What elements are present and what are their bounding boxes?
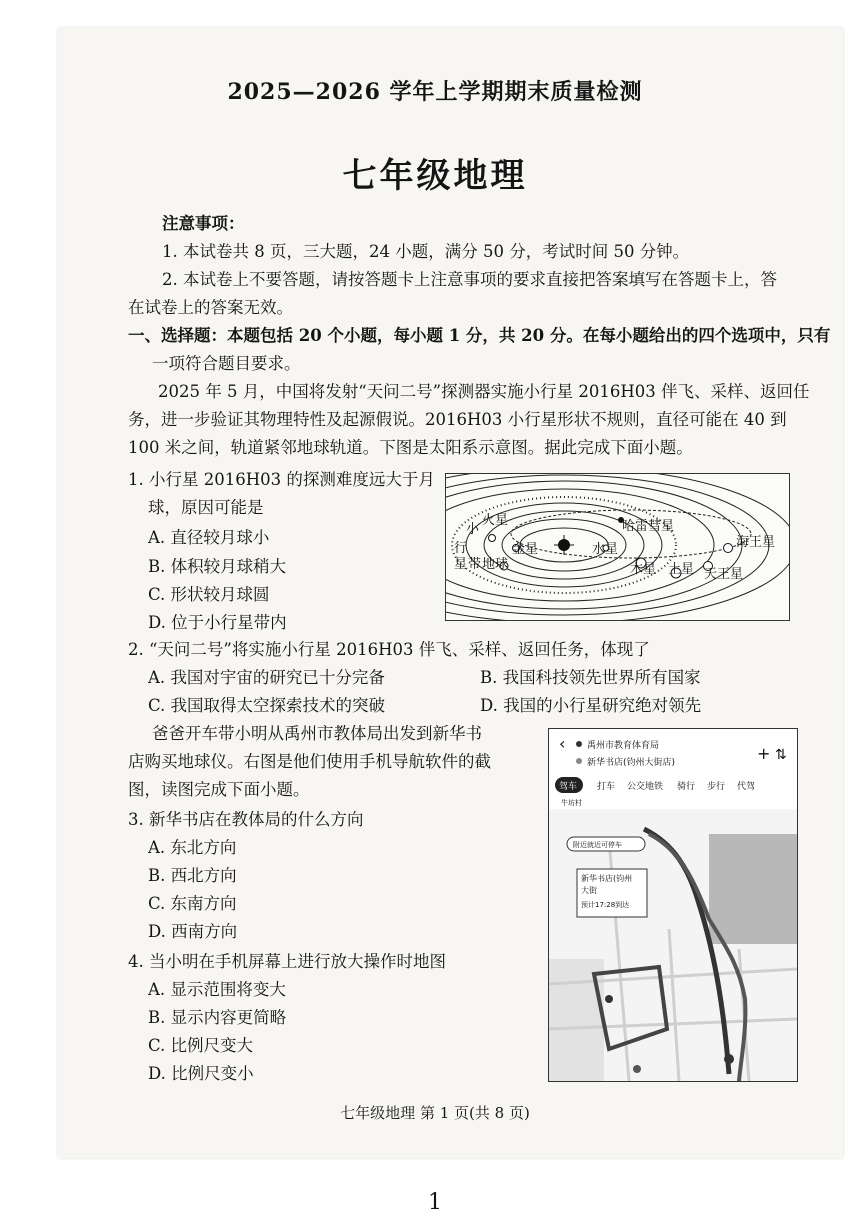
label-earth: 地球 (482, 557, 509, 572)
orbit-halley (511, 510, 751, 558)
passage2-line1: 爸爸开车带小明从禹州市教体局出发到新华书 (152, 724, 482, 743)
notice-heading: 注意事项： (162, 214, 245, 233)
q4-option-d: D. 比例尺变小 (148, 1064, 254, 1083)
navigation-map (549, 729, 797, 1081)
mode-taxi[interactable]: 打车 (597, 782, 616, 792)
page-number: 1 (428, 1190, 442, 1215)
mode-chauffeur[interactable]: 代驾 (737, 782, 756, 792)
mars-icon (489, 535, 496, 542)
section1-line2: 一项符合题目要求。 (152, 354, 301, 373)
passage2-line3: 图，读图完成下面小题。 (128, 780, 310, 799)
parking-label: 附近就近可停车 (573, 841, 622, 849)
q1-stem-line2: 球，原因可能是 (148, 498, 264, 517)
q1-option-a: A. 直径较月球小 (148, 528, 270, 547)
notice-item-1: 1. 本试卷共 8 页，三大题，24 小题，满分 50 分，考试时间 50 分钟。 (162, 242, 690, 261)
passage1-line2: 务，进一步验证其物理特性及起源假说。2016H03 小行星形状不规则，直径可能在 40 到 (128, 410, 787, 429)
mode-transit[interactable]: 公交地铁 (627, 782, 664, 792)
eta-label: 预计17:28到达 (581, 901, 630, 909)
q2-option-d: D. 我国的小行星研究绝对领先 (480, 696, 702, 715)
q2-option-a: A. 我国对宇宙的研究已十分完备 (148, 668, 385, 687)
notice-item-2-line1: 2. 本试卷上不要答题，请按答题卡上注意事项的要求直接把答案填写在答题卡上，答 (162, 270, 777, 289)
swap-icon[interactable]: ⇅ (775, 747, 787, 763)
poi-title-2: 大街 (581, 886, 597, 895)
q1-option-c: C. 形状较月球圆 (148, 585, 270, 604)
poi-title: 新华书店(钧州 (581, 874, 633, 883)
solar-system-diagram (446, 474, 789, 620)
poi-marker-2 (633, 1065, 641, 1073)
destination-dot-icon (576, 758, 582, 764)
q4-stem: 4. 当小明在手机屏幕上进行放大操作时地图 (128, 952, 446, 971)
notice-item-2-line2: 在试卷上的答案无效。 (128, 298, 293, 317)
back-icon[interactable]: ‹ (559, 734, 566, 753)
orbit-jupiter (446, 489, 714, 601)
q4-option-b: B. 显示内容更简略 (148, 1008, 287, 1027)
solar-system-figure (445, 473, 790, 621)
mode-walk[interactable]: 步行 (707, 782, 726, 792)
mode-drive[interactable]: 驾车 (559, 782, 578, 792)
passage2-line2: 店购买地球仪。右图是他们使用手机导航软件的截 (128, 752, 491, 771)
origin-field[interactable]: 禹州市教育体育局 (587, 741, 660, 751)
q3-option-a: A. 东北方向 (148, 838, 237, 857)
add-waypoint-icon[interactable]: + (757, 744, 771, 763)
label-xiao: 小 (466, 522, 480, 537)
q1-stem-line1: 1. 小行星 2016H03 的探测难度远大于月 (128, 470, 435, 489)
label-xing: 行 (454, 541, 468, 556)
q3-option-d: D. 西南方向 (148, 922, 238, 941)
q3-option-c: C. 东南方向 (148, 894, 237, 913)
q4-option-c: C. 比例尺变大 (148, 1036, 254, 1055)
label-neptune: 海王星 (736, 535, 776, 550)
q4-option-a: A. 显示范围将变大 (148, 980, 286, 999)
subject-title: 七年级地理 (342, 156, 528, 196)
poi-marker-1 (605, 995, 613, 1003)
exam-title: 2025—2026 学年上学期期末质量检测 (227, 79, 643, 105)
q2-stem: 2. “天问二号”将实施小行星 2016H03 伴飞、采样、返回任务，体现了 (128, 640, 650, 659)
origin-marker (724, 1054, 734, 1064)
neptune-icon (724, 544, 733, 553)
mode-bike[interactable]: 骑行 (677, 782, 696, 792)
navigation-map-figure (548, 728, 798, 1082)
passage1-line1: 2025 年 5 月，中国将发射“天问二号”探测器实施小行星 2016H03 伴飞、采样、返回任 (158, 382, 810, 401)
label-dai: 带 (468, 557, 482, 572)
label-halley: 哈雷彗星 (622, 519, 675, 534)
place-label: 牛坊村 (561, 799, 582, 807)
q1-option-d: D. 位于小行星带内 (148, 613, 287, 632)
label-mars: 火星 (482, 513, 509, 528)
page-footer: 七年级地理 第 1 页(共 8 页) (340, 1104, 530, 1122)
q2-option-b: B. 我国科技领先世界所有国家 (480, 668, 701, 687)
map-block-gray (709, 834, 797, 944)
label-mercury: 水星 (592, 542, 619, 557)
destination-field[interactable]: 新华书店(钧州大街店) (587, 758, 676, 768)
label-xing2: 星 (454, 557, 468, 572)
origin-dot-icon (576, 741, 582, 747)
passage1-line3: 100 米之间，轨道紧邻地球轨道。下图是太阳系示意图。据此完成下面小题。 (128, 438, 693, 457)
q2-option-c: C. 我国取得太空探索技术的突破 (148, 696, 386, 715)
label-jupiter: 木星 (630, 562, 657, 577)
label-venus: 金星 (512, 542, 539, 557)
section1-line1: 一、选择题：本题包括 20 个小题，每小题 1 分，共 20 分。在每小题给出的四个选项中，只有 (128, 326, 831, 345)
q3-option-b: B. 西北方向 (148, 866, 237, 885)
q3-stem: 3. 新华书店在教体局的什么方向 (128, 810, 364, 829)
label-uranus: 天王星 (704, 567, 744, 582)
label-saturn: 土星 (668, 562, 695, 577)
q1-option-b: B. 体积较月球稍大 (148, 557, 287, 576)
